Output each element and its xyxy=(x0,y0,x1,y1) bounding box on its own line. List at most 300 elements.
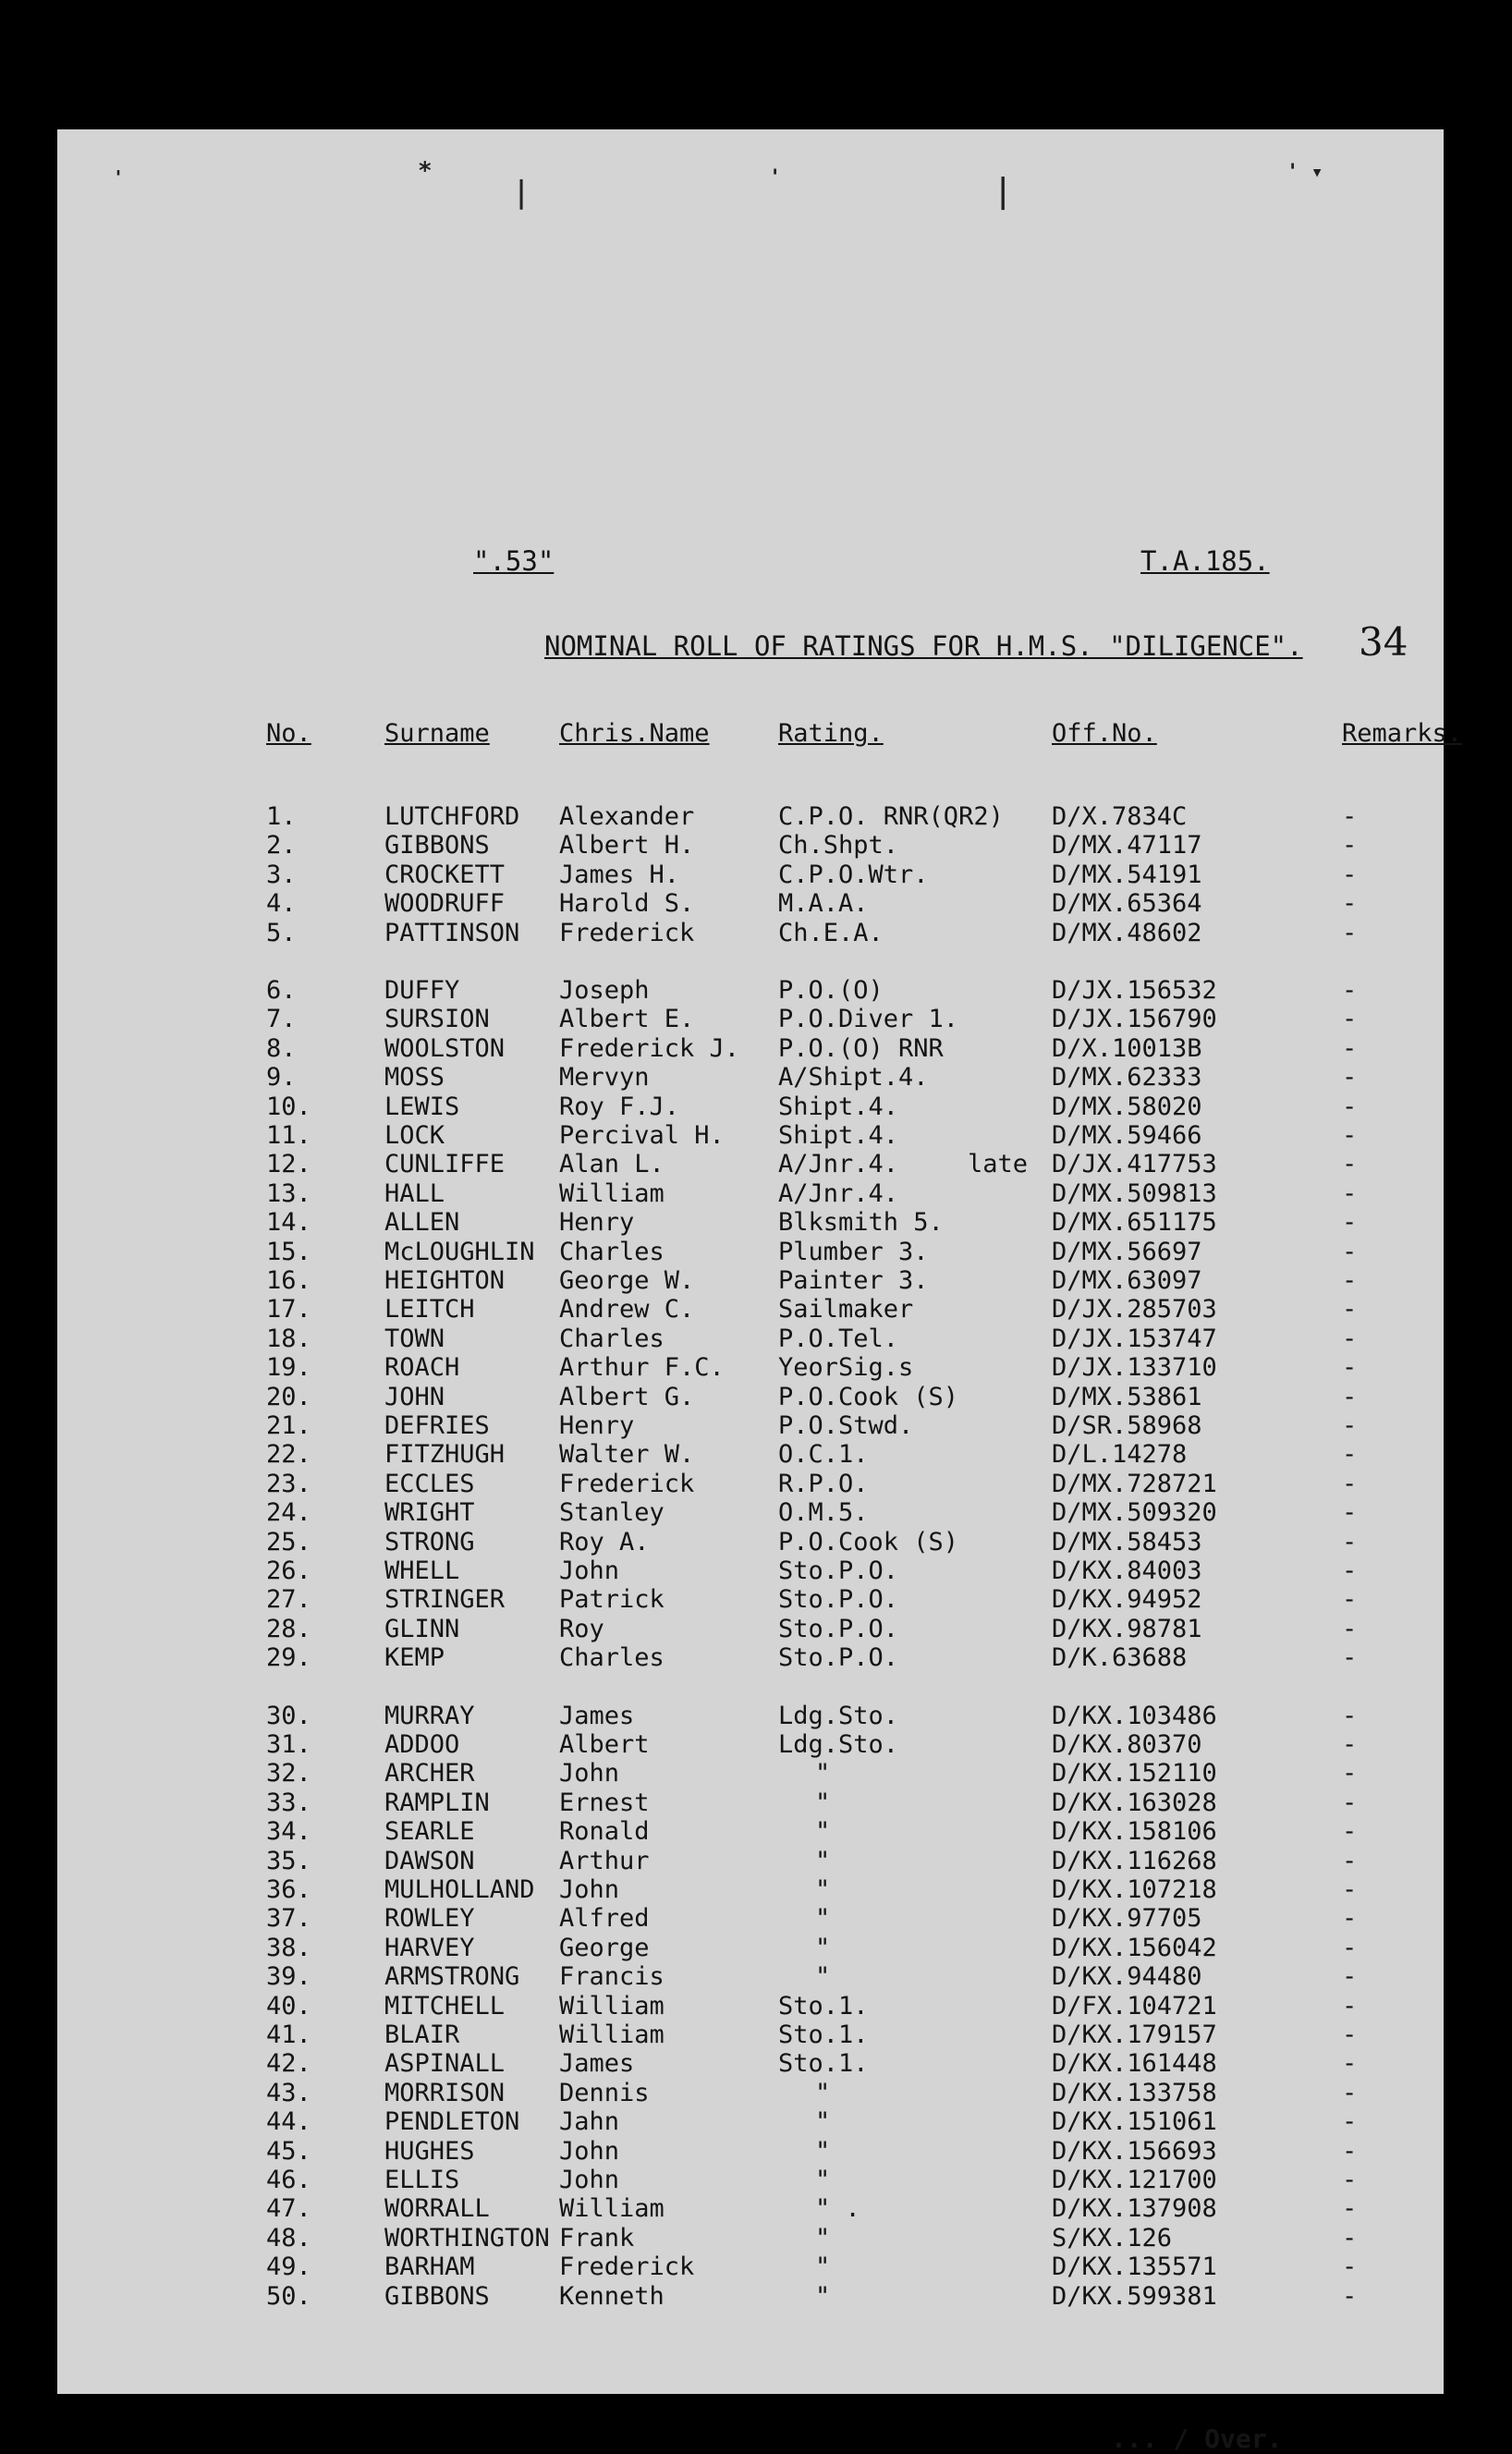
row-number: 16. xyxy=(266,1266,311,1295)
row-rating: P.O.(O) RNR xyxy=(778,1033,944,1063)
row-off-no: D/KX.156042 xyxy=(1052,1933,1217,1962)
row-rating: " xyxy=(815,1846,831,1875)
row-off-no: D/JX.285703 xyxy=(1052,1295,1217,1325)
row-chris-name: John xyxy=(559,1557,620,1585)
punch-mark: ' xyxy=(769,166,782,189)
row-remarks: - xyxy=(1342,1846,1358,1875)
row-number: 38. xyxy=(266,1933,311,1962)
punch-mark: ❘ xyxy=(510,172,533,214)
row-rating: " xyxy=(815,2078,831,2107)
row-rating: Ch.E.A. xyxy=(778,918,884,947)
row-remarks: - xyxy=(1342,918,1358,947)
column-header-chris-name: Chris.Name xyxy=(559,719,710,748)
row-number: 25. xyxy=(266,1527,311,1557)
row-rating: " xyxy=(815,1962,831,1992)
row-chris-name: Francis xyxy=(559,1962,665,1992)
row-off-no: D/KX.98781 xyxy=(1052,1614,1202,1643)
row-remarks: - xyxy=(1342,2021,1358,2049)
row-rating: Plumber 3. xyxy=(778,1237,929,1266)
row-off-no: D/MX.53861 xyxy=(1052,1382,1202,1411)
column-header-remarks: Remarks. xyxy=(1342,719,1463,748)
row-rating: " xyxy=(815,1817,831,1847)
row-off-no: D/KX.94480 xyxy=(1052,1962,1202,1992)
row-rating: " xyxy=(815,1759,831,1789)
row-rating: " xyxy=(815,1875,831,1904)
row-surname: LEITCH xyxy=(384,1295,475,1325)
row-chris-name: William xyxy=(559,1178,665,1208)
row-off-no: D/MX.54191 xyxy=(1052,860,1202,889)
row-remarks: - xyxy=(1342,2049,1358,2079)
row-chris-name: Harold S. xyxy=(559,889,695,919)
row-remarks: - xyxy=(1342,1904,1358,1934)
row-chris-name: Andrew C. xyxy=(559,1295,695,1325)
row-rating: " xyxy=(815,2223,831,2253)
row-surname: ASPINALL xyxy=(384,2049,506,2079)
row-rating: " xyxy=(815,2253,831,2282)
row-rating: O.C.1. xyxy=(778,1440,869,1470)
row-number: 49. xyxy=(266,2253,311,2282)
row-number: 9. xyxy=(266,1063,297,1093)
row-surname: DEFRIES xyxy=(384,1411,490,1440)
row-off-no: D/KX.599381 xyxy=(1052,2281,1217,2311)
row-chris-name: Alfred xyxy=(559,1904,650,1934)
row-number: 20. xyxy=(266,1382,311,1411)
row-chris-name: John xyxy=(559,1875,620,1904)
row-surname: HEIGHTON xyxy=(384,1266,506,1295)
row-number: 24. xyxy=(266,1498,311,1528)
row-rating: " xyxy=(815,2281,831,2311)
row-number: 39. xyxy=(266,1962,311,1992)
row-surname: RAMPLIN xyxy=(384,1788,490,1817)
row-surname: HALL xyxy=(384,1178,445,1208)
row-off-no: D/KX.137908 xyxy=(1052,2194,1217,2224)
row-off-no: D/KX.84003 xyxy=(1052,1557,1202,1585)
row-chris-name: Alexander xyxy=(559,802,695,831)
row-remarks: - xyxy=(1342,1411,1358,1440)
row-remarks: - xyxy=(1342,1557,1358,1585)
row-rating: Shipt.4. xyxy=(778,1092,899,1121)
row-number: 8. xyxy=(266,1033,297,1063)
row-off-no: D/KX.135571 xyxy=(1052,2253,1217,2282)
row-rating: " xyxy=(815,2136,831,2166)
row-number: 5. xyxy=(266,918,297,947)
row-surname: LOCK xyxy=(384,1121,445,1150)
row-number: 28. xyxy=(266,1614,311,1643)
row-number: 22. xyxy=(266,1440,311,1470)
row-surname: MORRISON xyxy=(384,2078,506,2107)
row-chris-name: William xyxy=(559,2194,665,2224)
row-chris-name: Ronald xyxy=(559,1817,650,1847)
row-rating: Sto.P.O. xyxy=(778,1557,899,1585)
row-rating: P.O.Diver 1. xyxy=(778,1005,959,1034)
punch-mark: ' xyxy=(113,166,125,189)
row-surname: WHELL xyxy=(384,1557,460,1585)
row-surname: SEARLE xyxy=(384,1817,475,1847)
row-surname: ROWLEY xyxy=(384,1904,475,1934)
row-rating: Sto.1. xyxy=(778,2021,869,2049)
row-surname: KEMP xyxy=(384,1643,445,1673)
row-chris-name: Percival H. xyxy=(559,1121,725,1150)
row-number: 15. xyxy=(266,1237,311,1266)
row-number: 48. xyxy=(266,2223,311,2253)
row-off-no: D/MX.65364 xyxy=(1052,889,1202,919)
row-off-no: D/KX.94952 xyxy=(1052,1585,1202,1615)
row-off-no: D/MX.651175 xyxy=(1052,1208,1217,1238)
row-number: 29. xyxy=(266,1643,311,1673)
row-remarks: - xyxy=(1342,1178,1358,1208)
row-number: 32. xyxy=(266,1759,311,1789)
row-remarks: - xyxy=(1342,1266,1358,1295)
row-off-no: D/MX.56697 xyxy=(1052,1237,1202,1266)
row-off-no: D/KX.133758 xyxy=(1052,2078,1217,2107)
row-number: 44. xyxy=(266,2107,311,2137)
row-rating: C.P.O. RNR(QR2) xyxy=(778,802,1004,831)
row-remarks: - xyxy=(1342,1005,1358,1034)
row-chris-name: George xyxy=(559,1933,650,1962)
row-number: 21. xyxy=(266,1411,311,1440)
row-remarks: - xyxy=(1342,1208,1358,1238)
row-surname: TOWN xyxy=(384,1324,445,1353)
row-number: 26. xyxy=(266,1557,311,1585)
page-title: NOMINAL ROLL OF RATINGS FOR H.M.S. "DILIGENCE". xyxy=(544,630,1303,662)
row-off-no: D/KX.116268 xyxy=(1052,1846,1217,1875)
row-off-no: D/KX.80370 xyxy=(1052,1730,1202,1759)
row-surname: WOODRUFF xyxy=(384,889,506,919)
row-off-no: S/KX.126 xyxy=(1052,2223,1173,2253)
row-chris-name: Frederick xyxy=(559,1469,695,1498)
row-number: 36. xyxy=(266,1875,311,1904)
row-remarks: - xyxy=(1342,1527,1358,1557)
row-surname: PATTINSON xyxy=(384,918,520,947)
row-surname: WOOLSTON xyxy=(384,1033,506,1063)
row-off-no: D/KX.158106 xyxy=(1052,1817,1217,1847)
row-remarks: - xyxy=(1342,1585,1358,1615)
row-chris-name: Roy A. xyxy=(559,1527,650,1557)
row-remarks: - xyxy=(1342,1440,1358,1470)
row-chris-name: Frank xyxy=(559,2223,635,2253)
row-rating: " xyxy=(815,2166,831,2194)
row-rating: A/Shipt.4. xyxy=(778,1063,929,1093)
column-header-off-no: Off.No. xyxy=(1052,719,1157,748)
row-rating: " xyxy=(815,1933,831,1962)
row-surname: SURSION xyxy=(384,1005,490,1034)
row-off-no: D/KX.179157 xyxy=(1052,2021,1217,2049)
row-surname: DUFFY xyxy=(384,976,460,1005)
row-rating: P.O.Tel. xyxy=(778,1324,899,1353)
row-surname: STRONG xyxy=(384,1527,475,1557)
row-off-no: D/KX.161448 xyxy=(1052,2049,1217,2079)
row-chris-name: Dennis xyxy=(559,2078,650,2107)
row-remarks: - xyxy=(1342,1063,1358,1093)
row-note: late xyxy=(968,1150,1029,1179)
row-remarks: - xyxy=(1342,1498,1358,1528)
row-rating: P.O.Cook (S) xyxy=(778,1527,959,1557)
row-number: 23. xyxy=(266,1469,311,1498)
row-number: 3. xyxy=(266,860,297,889)
row-number: 12. xyxy=(266,1150,311,1179)
row-off-no: D/KX.151061 xyxy=(1052,2107,1217,2137)
row-number: 2. xyxy=(266,831,297,861)
row-remarks: - xyxy=(1342,1962,1358,1992)
row-surname: LEWIS xyxy=(384,1092,460,1121)
row-rating: Ch.Shpt. xyxy=(778,831,899,861)
row-chris-name: Arthur F.C. xyxy=(559,1353,725,1383)
row-remarks: - xyxy=(1342,802,1358,831)
row-surname: DAWSON xyxy=(384,1846,475,1875)
row-surname: ARMSTRONG xyxy=(384,1962,520,1992)
row-surname: LUTCHFORD xyxy=(384,802,520,831)
row-rating: Ldg.Sto. xyxy=(778,1701,899,1730)
row-off-no: D/MX.59466 xyxy=(1052,1121,1202,1150)
row-number: 33. xyxy=(266,1788,311,1817)
row-off-no: D/JX.156532 xyxy=(1052,976,1217,1005)
row-remarks: - xyxy=(1342,1324,1358,1353)
row-number: 42. xyxy=(266,2049,311,2079)
row-number: 7. xyxy=(266,1005,297,1034)
row-number: 37. xyxy=(266,1904,311,1934)
row-remarks: - xyxy=(1342,1701,1358,1730)
row-chris-name: James H. xyxy=(559,860,680,889)
row-rating: " xyxy=(815,1904,831,1934)
row-surname: WORTHINGTON xyxy=(384,2223,550,2253)
row-number: 11. xyxy=(266,1121,311,1150)
row-remarks: - xyxy=(1342,1469,1358,1498)
row-surname: GIBBONS xyxy=(384,831,490,861)
row-rating: Ldg.Sto. xyxy=(778,1730,899,1759)
row-chris-name: John xyxy=(559,1759,620,1789)
row-surname: ELLIS xyxy=(384,2166,460,2194)
row-remarks: - xyxy=(1342,1382,1358,1411)
row-off-no: D/JX.133710 xyxy=(1052,1353,1217,1383)
row-rating: O.M.5. xyxy=(778,1498,869,1528)
document-page xyxy=(57,129,1463,2454)
row-number: 34. xyxy=(266,1817,311,1847)
row-surname: ROACH xyxy=(384,1353,460,1383)
row-chris-name: John xyxy=(559,2166,620,2194)
row-remarks: - xyxy=(1342,1295,1358,1325)
row-chris-name: William xyxy=(559,1991,665,2021)
row-remarks: - xyxy=(1342,2166,1358,2194)
row-chris-name: Patrick xyxy=(559,1585,665,1615)
row-surname: WORRALL xyxy=(384,2194,490,2224)
row-rating: Painter 3. xyxy=(778,1266,929,1295)
row-chris-name: Mervyn xyxy=(559,1063,650,1093)
row-remarks: - xyxy=(1342,976,1358,1005)
row-chris-name: Arthur xyxy=(559,1846,650,1875)
row-surname: McLOUGHLIN xyxy=(384,1237,535,1266)
row-chris-name: Henry xyxy=(559,1411,635,1440)
row-chris-name: George W. xyxy=(559,1266,695,1295)
row-number: 6. xyxy=(266,976,297,1005)
row-remarks: - xyxy=(1342,1875,1358,1904)
row-remarks: - xyxy=(1342,2223,1358,2253)
row-rating: Sto.1. xyxy=(778,2049,869,2079)
row-number: 30. xyxy=(266,1701,311,1730)
row-chris-name: Charles xyxy=(559,1643,665,1673)
row-remarks: - xyxy=(1342,2136,1358,2166)
row-off-no: D/MX.728721 xyxy=(1052,1469,1217,1498)
row-off-no: D/JX.417753 xyxy=(1052,1150,1217,1179)
row-off-no: D/SR.58968 xyxy=(1052,1411,1202,1440)
row-chris-name: Henry xyxy=(559,1208,635,1238)
row-number: 45. xyxy=(266,2136,311,2166)
row-chris-name: Walter W. xyxy=(559,1440,695,1470)
row-rating: Sto.P.O. xyxy=(778,1614,899,1643)
row-off-no: D/MX.63097 xyxy=(1052,1266,1202,1295)
row-number: 40. xyxy=(266,1991,311,2021)
row-surname: HARVEY xyxy=(384,1933,475,1962)
row-rating: Blksmith 5. xyxy=(778,1208,944,1238)
row-number: 18. xyxy=(266,1324,311,1353)
row-surname: CROCKETT xyxy=(384,860,506,889)
row-off-no: D/FX.104721 xyxy=(1052,1991,1217,2021)
row-off-no: D/KX.121700 xyxy=(1052,2166,1217,2194)
row-number: 41. xyxy=(266,2021,311,2049)
row-remarks: - xyxy=(1342,860,1358,889)
row-off-no: D/MX.48602 xyxy=(1052,918,1202,947)
row-number: 46. xyxy=(266,2166,311,2194)
row-remarks: - xyxy=(1342,1817,1358,1847)
column-header-no: No. xyxy=(266,719,311,748)
row-number: 13. xyxy=(266,1178,311,1208)
row-remarks: - xyxy=(1342,1730,1358,1759)
row-off-no: D/X.7834C xyxy=(1052,802,1188,831)
row-rating: M.A.A. xyxy=(778,889,869,919)
row-rating: C.P.O.Wtr. xyxy=(778,860,929,889)
row-off-no: D/KX.97705 xyxy=(1052,1904,1202,1934)
row-chris-name: Roy F.J. xyxy=(559,1092,680,1121)
row-number: 14. xyxy=(266,1208,311,1238)
row-surname: GLINN xyxy=(384,1614,460,1643)
row-surname: ARCHER xyxy=(384,1759,475,1789)
row-chris-name: Albert H. xyxy=(559,831,695,861)
row-chris-name: James xyxy=(559,1701,635,1730)
row-remarks: - xyxy=(1342,1933,1358,1962)
row-rating: " xyxy=(815,1788,831,1817)
column-header-surname: Surname xyxy=(384,719,490,748)
row-chris-name: Charles xyxy=(559,1324,665,1353)
row-off-no: D/MX.58453 xyxy=(1052,1527,1202,1557)
row-rating: Sto.P.O. xyxy=(778,1643,899,1673)
row-rating: Shipt.4. xyxy=(778,1121,899,1150)
row-off-no: D/JX.153747 xyxy=(1052,1324,1217,1353)
row-off-no: D/KX.107218 xyxy=(1052,1875,1217,1904)
row-surname: STRINGER xyxy=(384,1585,506,1615)
row-chris-name: Roy xyxy=(559,1614,604,1643)
row-surname: WRIGHT xyxy=(384,1498,475,1528)
row-remarks: - xyxy=(1342,1643,1358,1673)
row-rating: P.O.Stwd. xyxy=(778,1411,914,1440)
row-off-no: D/MX.509320 xyxy=(1052,1498,1217,1528)
row-surname: BARHAM xyxy=(384,2253,475,2282)
row-rating: A/Jnr.4. xyxy=(778,1178,899,1208)
punch-mark: * xyxy=(418,157,433,185)
row-chris-name: Ernest xyxy=(559,1788,650,1817)
row-off-no: D/MX.58020 xyxy=(1052,1092,1202,1121)
row-surname: ALLEN xyxy=(384,1208,460,1238)
row-remarks: - xyxy=(1342,1092,1358,1121)
row-surname: MULHOLLAND xyxy=(384,1875,535,1904)
row-remarks: - xyxy=(1342,1121,1358,1150)
row-chris-name: William xyxy=(559,2021,665,2049)
row-off-no: D/KX.152110 xyxy=(1052,1759,1217,1789)
row-rating: YeorSig.s xyxy=(778,1353,914,1383)
row-surname: GIBBONS xyxy=(384,2281,490,2311)
row-number: 1. xyxy=(266,802,297,831)
row-off-no: D/MX.47117 xyxy=(1052,831,1202,861)
row-off-no: D/JX.156790 xyxy=(1052,1005,1217,1034)
row-surname: FITZHUGH xyxy=(384,1440,506,1470)
reference-right: T.A.185. xyxy=(1140,545,1270,577)
row-surname: JOHN xyxy=(384,1382,445,1411)
row-surname: MOSS xyxy=(384,1063,445,1093)
row-remarks: - xyxy=(1342,1759,1358,1789)
row-chris-name: Frederick xyxy=(559,2253,695,2282)
row-remarks: - xyxy=(1342,1033,1358,1063)
row-off-no: D/KX.156693 xyxy=(1052,2136,1217,2166)
row-chris-name: Albert xyxy=(559,1730,650,1759)
row-chris-name: Albert E. xyxy=(559,1005,695,1034)
row-chris-name: James xyxy=(559,2049,635,2079)
row-remarks: - xyxy=(1342,1991,1358,2021)
row-remarks: - xyxy=(1342,1237,1358,1266)
row-chris-name: Stanley xyxy=(559,1498,665,1528)
row-remarks: - xyxy=(1342,2253,1358,2282)
row-surname: ECCLES xyxy=(384,1469,475,1498)
row-rating: P.O.Cook (S) xyxy=(778,1382,959,1411)
row-number: 19. xyxy=(266,1353,311,1383)
row-chris-name: Charles xyxy=(559,1237,665,1266)
row-chris-name: Joseph xyxy=(559,976,650,1005)
reference-left: ".53" xyxy=(473,545,555,577)
row-number: 35. xyxy=(266,1846,311,1875)
row-rating: P.O.(O) xyxy=(778,976,884,1005)
row-off-no: D/KX.163028 xyxy=(1052,1788,1217,1817)
row-remarks: - xyxy=(1342,831,1358,861)
row-chris-name: Jahn xyxy=(559,2107,620,2137)
row-chris-name: Alan L. xyxy=(559,1150,665,1179)
punch-mark: ❘ xyxy=(991,168,1016,215)
row-number: 43. xyxy=(266,2078,311,2107)
row-number: 27. xyxy=(266,1585,311,1615)
column-header-rating: Rating. xyxy=(778,719,884,748)
punch-mark: ' ▾ xyxy=(1286,161,1323,184)
row-off-no: D/X.10013B xyxy=(1052,1033,1202,1063)
row-off-no: D/K.63688 xyxy=(1052,1643,1188,1673)
row-number: 17. xyxy=(266,1295,311,1325)
row-rating: Sailmaker xyxy=(778,1295,914,1325)
row-remarks: - xyxy=(1342,1788,1358,1817)
row-chris-name: John xyxy=(559,2136,620,2166)
row-surname: MITCHELL xyxy=(384,1991,506,2021)
row-off-no: D/L.14278 xyxy=(1052,1440,1188,1470)
row-number: 10. xyxy=(266,1092,311,1121)
row-rating: Sto.P.O. xyxy=(778,1585,899,1615)
row-off-no: D/KX.103486 xyxy=(1052,1701,1217,1730)
row-chris-name: Albert G. xyxy=(559,1382,695,1411)
row-rating: R.P.O. xyxy=(778,1469,869,1498)
row-remarks: - xyxy=(1342,889,1358,919)
row-rating: " xyxy=(815,2107,831,2137)
row-surname: CUNLIFFE xyxy=(384,1150,506,1179)
row-chris-name: Kenneth xyxy=(559,2281,665,2311)
row-surname: MURRAY xyxy=(384,1701,475,1730)
row-remarks: - xyxy=(1342,2194,1358,2224)
continuation-note: ... / Over. xyxy=(1111,2423,1283,2454)
row-chris-name: Frederick J. xyxy=(559,1033,740,1063)
row-number: 47. xyxy=(266,2194,311,2224)
row-remarks: - xyxy=(1342,1353,1358,1383)
